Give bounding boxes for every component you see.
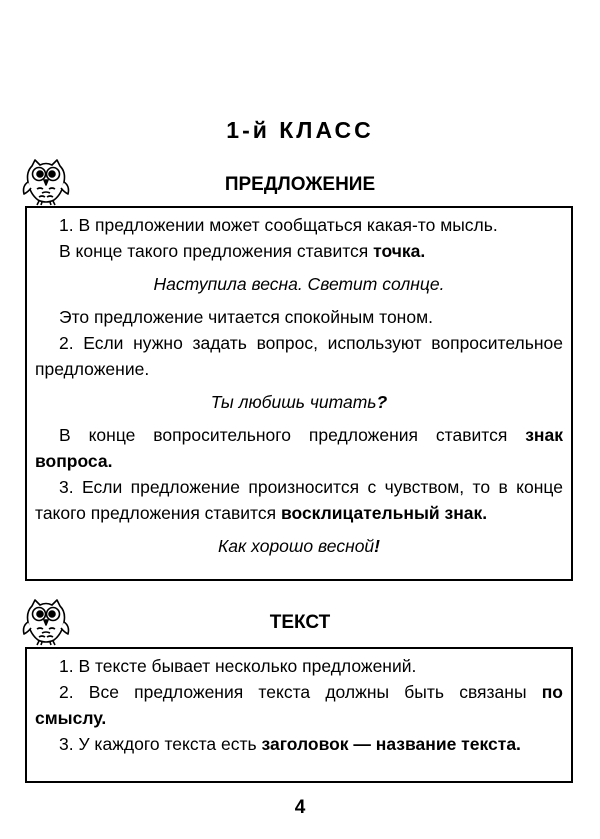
rule-2-question-mark: В конце вопросительного предложения ставится знак вопроса. <box>35 425 563 471</box>
example-statement: Наступила весна. Светит солнце. <box>153 274 445 294</box>
text-rule-3: 3. У каждого текста есть заголовок — название текста. <box>59 734 521 754</box>
rule-2: 2. Если нужно задать вопрос, используют вопросительное предложение. <box>35 333 563 379</box>
page-number: 4 <box>294 797 306 818</box>
text-rule-2: 2. Все предложения текста должны быть связаны по смыслу. <box>35 682 563 728</box>
example-question: Ты любишь читать? <box>210 392 388 412</box>
section-title-text: ТЕКСТ <box>269 612 331 633</box>
section-title-sentence: ПРЕДЛОЖЕНИЕ <box>224 174 376 195</box>
page-title: 1-й КЛАСС <box>226 117 374 143</box>
text-rule-1: 1. В тексте бывает несколько предложений. <box>59 656 417 676</box>
rule-1-line-2: В конце такого предложения ставится точка. <box>59 241 426 261</box>
rule-1-line-1: 1. В предложении может сообщаться какая-то мысль. <box>59 215 498 235</box>
rule-box-text <box>25 647 573 783</box>
rule-box-sentence <box>25 206 573 581</box>
rule-1-line-3: Это предложение читается спокойным тоном. <box>59 307 433 327</box>
example-exclamation: Как хорошо весной! <box>217 536 380 556</box>
rule-3: 3. Если предложение произносится с чувством, то в конце такого предложения ставится восклицательный знак. <box>35 477 563 523</box>
